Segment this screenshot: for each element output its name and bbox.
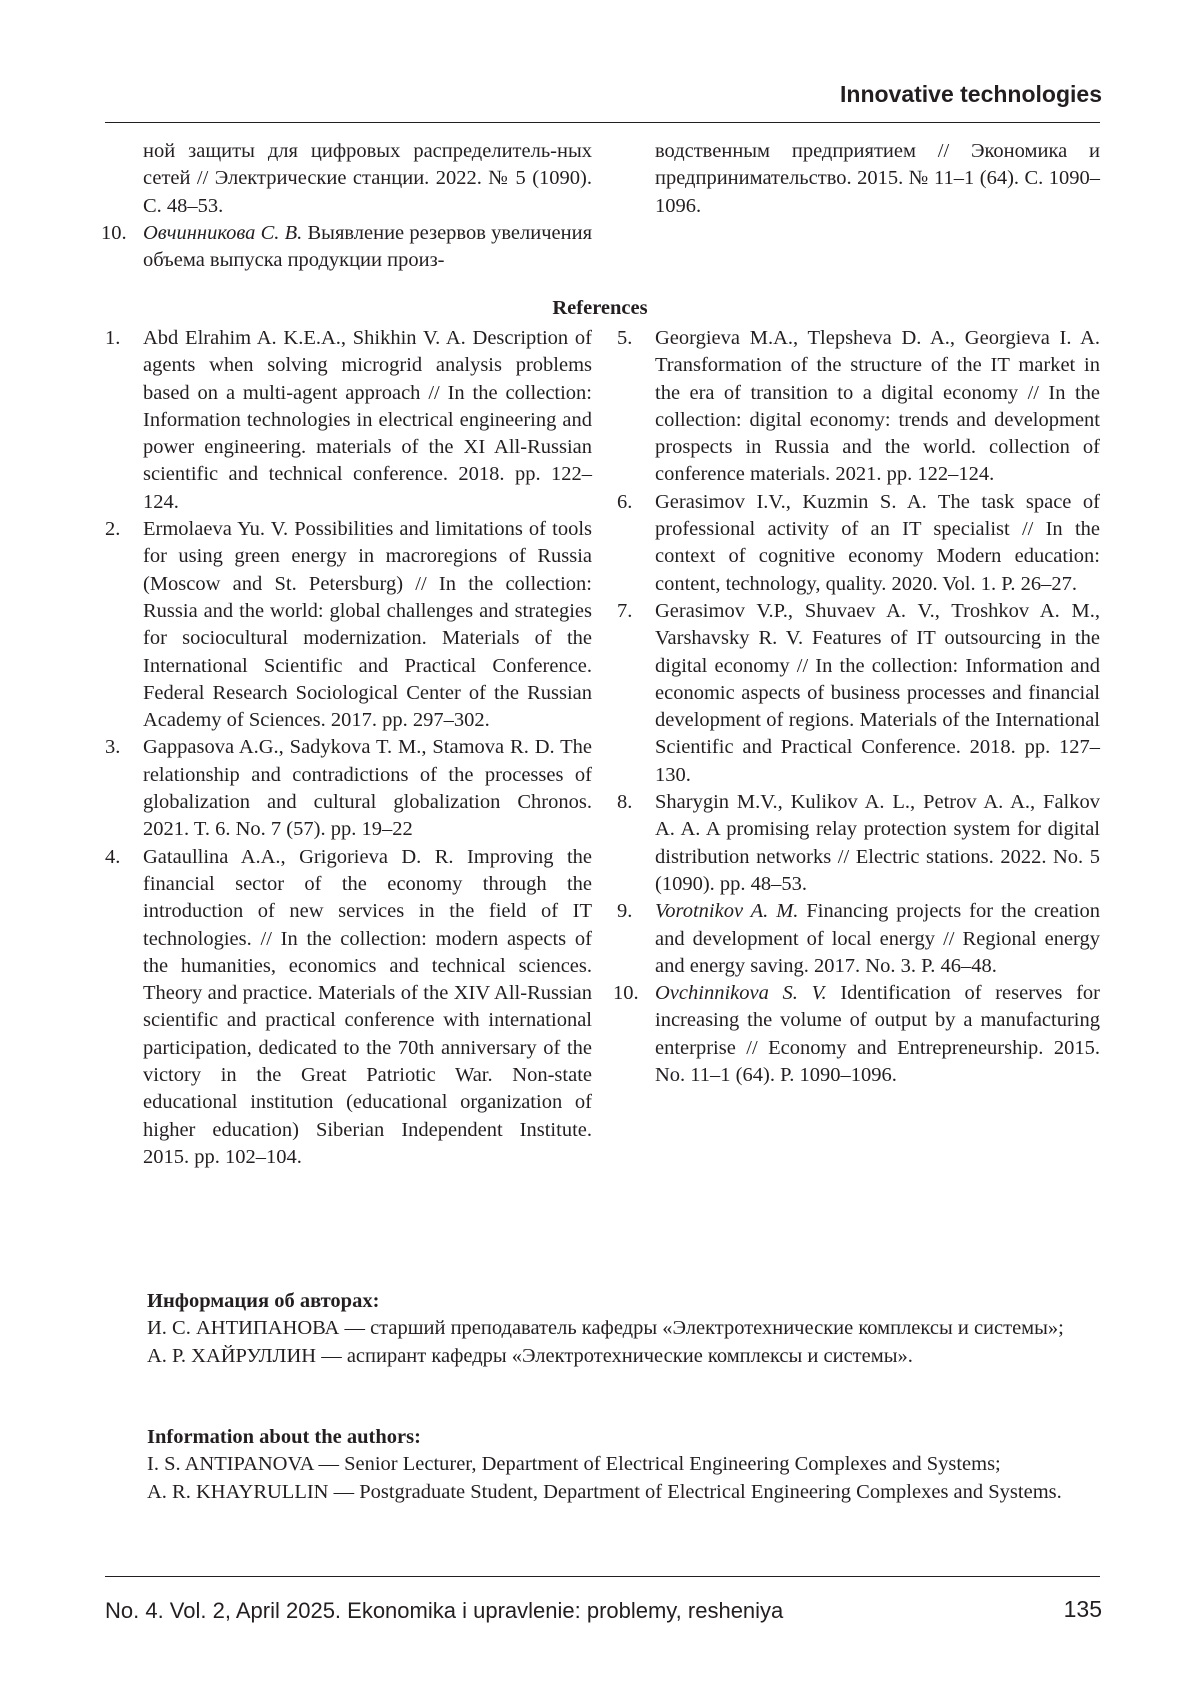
- header-rule: [105, 122, 1100, 123]
- reference-item: [617, 898, 1100, 980]
- reference-item: [105, 325, 592, 516]
- footer-rule: [105, 1576, 1100, 1577]
- authors-ru-heading: Информация об авторах:: [105, 1288, 1100, 1315]
- reference-item: [105, 844, 592, 1172]
- ref-text: Gerasimov I.V., Kuzmin S. A. The task space of professional activity of an IT specialist // In the context of cognitive economy Modern education: content, technology, quality. 2020. Vol. 1. P. 26–27.: [655, 491, 1100, 595]
- ref-number: 3.: [105, 734, 120, 761]
- ref-text: Ermolaeva Yu. V. Possibilities and limitations of tools for using green energy in macroregions of Russia (Moscow and St. Petersburg) // In the collection: Russia and the world: global challenges and strategies for sociocultural modernization. Materials of the International Scientific and Practical Conference. Federal Research Sociological Center of the Russian Academy of Sciences. 2017. pp. 297–302.: [143, 518, 592, 731]
- running-header: Innovative technologies: [840, 81, 1102, 108]
- references-heading: References: [0, 297, 1200, 320]
- references-left-column: [105, 325, 592, 1171]
- ref-author: Ovchinnikova S. V.: [655, 982, 827, 1004]
- ref-text: Gappasova A.G., Sadykova T. M., Stamova R. D. The relationship and contradictions of the processes of globalization and cultural globalization Chronos. 2021. T. 6. No. 7 (57). pp. 19–22: [143, 736, 592, 840]
- ref-text: Sharygin M.V., Kulikov A. L., Petrov A. A., Falkov A. A. A promising relay protection system for digital distribution networks // Electric stations. 2022. No. 5 (1090). pp. 48–53.: [655, 791, 1100, 895]
- author-2-en: A. R. KHAYRULLIN — Postgraduate Student, Department of Electrical Engineering Complexes and Systems.: [105, 1479, 1100, 1506]
- references-right-column: [617, 325, 1100, 1089]
- ref-number: 4.: [105, 844, 120, 871]
- ref-number: 7.: [617, 598, 632, 625]
- authors-en-block: [105, 1424, 1100, 1506]
- ref-text: Gataullina A.A., Grigorieva D. R. Improving the financial sector of the economy through the introduction of new services in the field of IT technologies. // In the collection: modern aspects of the humanities, economics and technical sciences. Theory and practice. Materials of the XIV All-Russian scientific and practical conference with international participation, dedicated to the 70th anniversary of the victory in the Great Patriotic War. Non-state educational institution (educational organization of higher education) Siberian Independent Institute. 2015. pp. 102–104.: [143, 846, 592, 1168]
- page-number: 135: [1064, 1596, 1102, 1623]
- author-1-ru: И. С. АНТИПАНОВА — старший преподаватель кафедры «Электротехнические комплексы и системы»;: [105, 1315, 1100, 1342]
- ref-number: 1.: [105, 325, 120, 352]
- ref9-continuation: ной защиты для цифровых распределитель-ных сетей // Электрические станции. 2022. № 5 (1090). С. 48–53.: [143, 138, 592, 220]
- reference-item: [617, 980, 1100, 1089]
- ref-number: 5.: [617, 325, 632, 352]
- ref-text: Gerasimov V.P., Shuvaev A. V., Troshkov A. M., Varshavsky R. V. Features of IT outsourcing in the digital economy // In the collection: Information and economic aspects of business processes and financial development of regions. Materials of the International Scientific and Practical Conference. 2018. pp. 127–130.: [655, 600, 1100, 786]
- reference-item: [105, 734, 592, 843]
- ref-number: 10.: [613, 980, 639, 1007]
- footer-journal: No. 4. Vol. 2, April 2025. Ekonomika i upravlenie: problemy, resheniya: [105, 1598, 783, 1624]
- reference-item: [105, 516, 592, 734]
- ref-number: 10.: [101, 220, 127, 247]
- ref-number: 2.: [105, 516, 120, 543]
- ref-text: Georgieva M.A., Tlepsheva D. A., Georgieva I. A. Transformation of the structure of the IT market in the era of transition to a digital economy // In the collection: digital economy: trends and development prospects in Russia and the world. collection of conference materials. 2021. pp. 122–124.: [655, 327, 1100, 485]
- authors-ru-block: [105, 1288, 1100, 1370]
- author-1-en: I. S. ANTIPANOVA — Senior Lecturer, Department of Electrical Engineering Complexes and Systems;: [105, 1451, 1100, 1478]
- reference-item: [617, 325, 1100, 489]
- author-2-ru: А. Р. ХАЙРУЛЛИН — аспирант кафедры «Электротехнические комплексы и системы».: [105, 1343, 1100, 1370]
- ref-text: Abd Elrahim A. K.E.A., Shikhin V. A. Description of agents when solving microgrid analysis problems based on a multi-agent approach // In the collection: Information technologies in electrical engineering and power engineering. materials of the XI All-Russian scientific and technical conference. 2018. pp. 122–124.: [143, 327, 592, 513]
- ref-text: Financing projects for the creation and development of local energy // Regional energy and energy saving. 2017. No. 3. P. 46–48.: [655, 900, 1100, 977]
- ref10-ru-continuation: водственным предприятием // Экономика и предпринимательство. 2015. № 11–1 (64). С. 1090–1096.: [655, 138, 1100, 220]
- ref-number: 6.: [617, 489, 632, 516]
- reference-item: [617, 598, 1100, 789]
- authors-en-heading: Information about the authors:: [105, 1424, 1100, 1451]
- reference-item: [617, 789, 1100, 898]
- ref10-ru: [105, 220, 592, 275]
- reference-item: [617, 489, 1100, 598]
- ref-number: 9.: [617, 898, 632, 925]
- ref-number: 8.: [617, 789, 632, 816]
- ref-author: Vorotnikov A. M.: [655, 900, 798, 922]
- ref-text: Identification of reserves for increasing the volume of output by a manufacturing enterprise // Economy and Entrepreneurship. 2015. No. 11–1 (64). P. 1090–1096.: [655, 982, 1100, 1086]
- ref-text: Выявление резервов увеличения объема выпуска продукции произ-: [143, 222, 592, 271]
- ref-author: Овчинникова С. В.: [143, 222, 302, 244]
